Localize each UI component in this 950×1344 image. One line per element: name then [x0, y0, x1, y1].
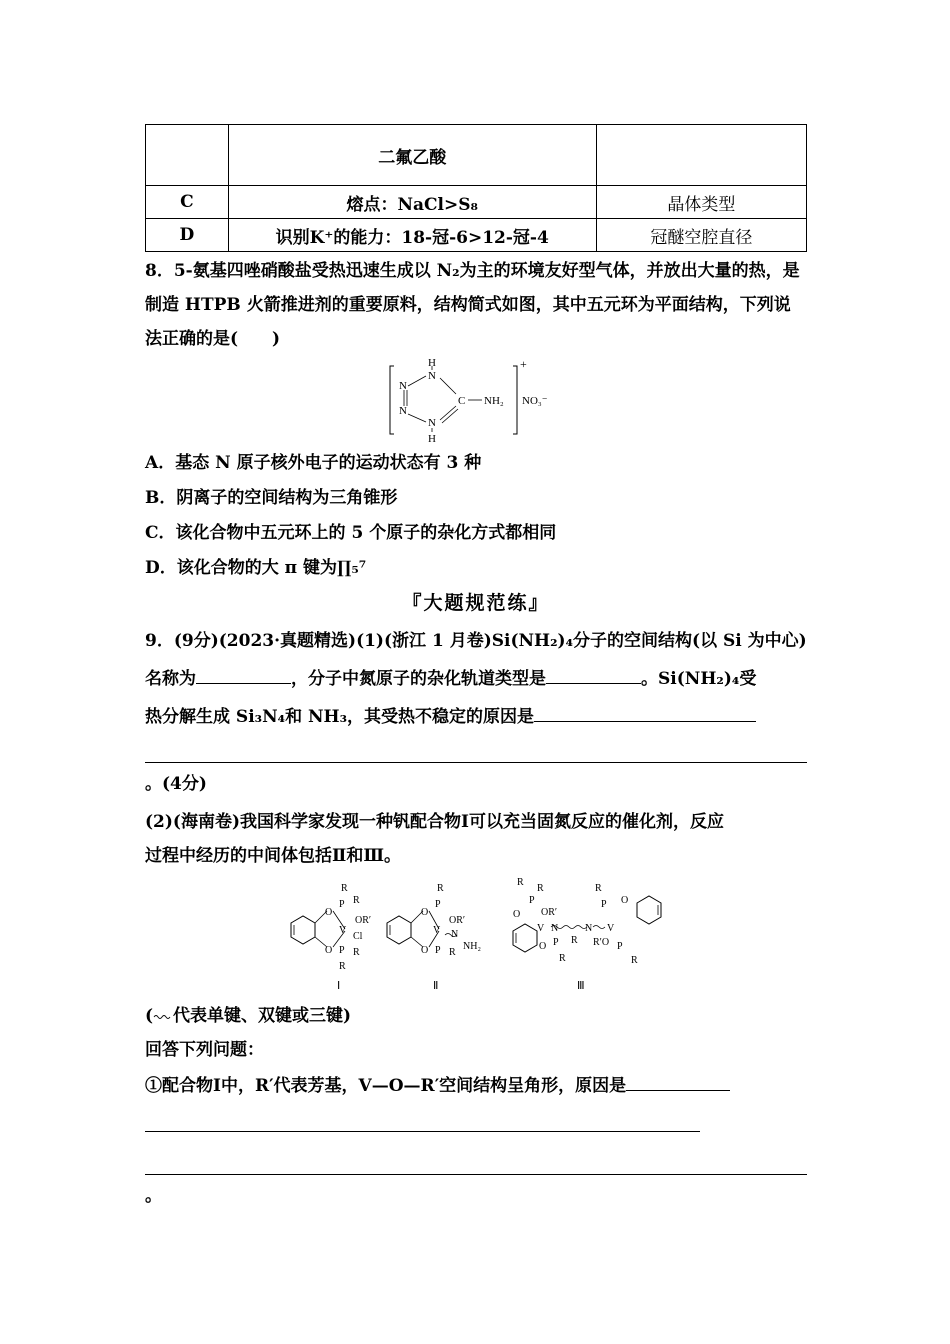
atom-o: O [513, 909, 521, 920]
page-content [145, 124, 807, 1213]
q9-text: 代表单键、双键或三键) [173, 1006, 352, 1026]
table-cell-label: C [146, 186, 229, 219]
atom-n: N [451, 929, 459, 940]
complex-i [291, 883, 371, 992]
question-9-part2: (2)(海南卷)我国科学家发现一种钒配合物Ⅰ可以充当固氮反应的催化剂，反应 [145, 812, 724, 832]
atom-p: P [601, 899, 607, 910]
atom-r: R [341, 883, 348, 894]
atom-r: R [517, 877, 524, 888]
atom-p: P [553, 937, 559, 948]
question-9-line4: 。(4分) [145, 774, 207, 794]
table-cell-reason: 晶体类型 [596, 186, 806, 219]
atom-n: N [428, 370, 436, 382]
atom-n: N [428, 417, 436, 429]
atom-p: P [617, 941, 623, 952]
prompt: 回答下列问题： [145, 1040, 264, 1060]
table-cell-reason [596, 125, 806, 186]
atom-n: N [551, 923, 559, 934]
complex-ii [387, 883, 481, 992]
comparison-table [145, 124, 807, 252]
atom-n: N [399, 380, 407, 392]
atom-nh2: NH₂ [484, 395, 504, 407]
charge-plus: + [520, 357, 527, 371]
question-9-line2 [145, 660, 807, 698]
tetrazole-structure-svg [386, 356, 566, 442]
table-cell-content: 识别K⁺的能力：18-冠-6>12-冠-4 [228, 219, 596, 252]
section-title: 『大题规范练』 [402, 592, 550, 614]
atom-r: R [537, 883, 544, 894]
atom-ro: R′O [593, 937, 610, 948]
question-9-line3 [145, 698, 807, 736]
atom-o: O [421, 907, 429, 918]
atom-v: V [607, 923, 615, 934]
atom-r: R [353, 895, 360, 906]
answer-blank[interactable] [546, 661, 641, 684]
complex-iii [513, 877, 661, 992]
atom-p: P [435, 945, 441, 956]
vanadium-complexes-svg [281, 873, 671, 1001]
question-9-line1: 9．(9分)(2023·真题精选)(1)(浙江 1 月卷)Si(NH₂)₄分子的空间结构(以 Si 为中心) [145, 631, 807, 651]
atom-v: V [339, 925, 347, 936]
question-8-stem: 8．5-氨基四唑硝酸盐受热迅速生成以 N₂为主的环境友好型气体，并放出大量的热，是制造 HTPB 火箭推进剂的重要原料，结构简式如图，其中五元环为平面结构，下列说法正确的是( ) [145, 261, 800, 349]
answer-blank[interactable] [626, 1068, 730, 1091]
atom-r: R [339, 961, 346, 972]
q9-text: ①配合物Ⅰ中，R′代表芳基，V—O—R′空间结构呈角形，原因是 [145, 1076, 627, 1096]
label-iii: Ⅲ [577, 980, 585, 992]
table-cell-reason: 冠醚空腔直径 [596, 219, 806, 252]
atom-o: O [325, 945, 333, 956]
answer-line[interactable] [145, 1109, 700, 1132]
question-9-part2-line2: 过程中经历的中间体包括Ⅱ和Ⅲ。 [145, 846, 402, 866]
atom-nh2: NH₂ [463, 941, 481, 952]
atom-p: P [529, 895, 535, 906]
atom-o: O [421, 945, 429, 956]
atom-r: R [449, 947, 456, 958]
label-ii: Ⅱ [433, 980, 439, 992]
atom-or: OR′ [541, 907, 558, 918]
atom-r: R [631, 955, 638, 966]
atom-or: OR′ [355, 915, 372, 926]
answer-blank[interactable] [196, 661, 291, 684]
tetrazole-structure [145, 356, 807, 442]
q9-text: 名称为 [145, 669, 196, 689]
option-c: C．该化合物中五元环上的 5 个原子的杂化方式都相同 [145, 523, 557, 543]
question-circle1 [145, 1067, 807, 1105]
table-cell-label [146, 125, 229, 186]
atom-cl: Cl [353, 931, 363, 942]
atom-r: R [595, 883, 602, 894]
atom-p: P [339, 899, 345, 910]
atom-o: O [539, 941, 547, 952]
table-cell-content: 二氟乙酸 [228, 125, 596, 186]
label-i: Ⅰ [337, 980, 341, 992]
atom-c: C [458, 395, 466, 407]
atom-v: V [433, 925, 441, 936]
bond-note [145, 999, 807, 1033]
atom-v: V [537, 923, 545, 934]
atom-p: P [339, 945, 345, 956]
table-cell-label: D [146, 219, 229, 252]
atom-p: P [435, 899, 441, 910]
atom-h-bottom: H [428, 433, 436, 442]
question-end: 。 [145, 1186, 162, 1206]
atom-o: O [621, 895, 629, 906]
option-b: B．阴离子的空间结构为三角锥形 [145, 488, 398, 508]
option-a: A．基态 N 原子核外电子的运动状态有 3 种 [145, 453, 482, 473]
option-d: D．该化合物的大 π 键为∏₅⁷ [145, 558, 367, 578]
atom-n: N [585, 923, 593, 934]
table-row [146, 125, 807, 186]
atom-o: O [325, 907, 333, 918]
atom-r: R [571, 935, 578, 946]
table-row [146, 186, 807, 219]
vanadium-complexes-figure [145, 873, 807, 1001]
atom-or: OR′ [449, 915, 466, 926]
answer-blank[interactable] [534, 699, 756, 722]
q9-text: ( [145, 1006, 154, 1026]
atom-r: R [353, 947, 360, 958]
q9-text: 热分解生成 Si₃N₄和 NH₃，其受热不稳定的原因是 [145, 707, 535, 727]
answer-line[interactable] [145, 1152, 807, 1175]
answer-line[interactable] [145, 740, 807, 763]
nitrate-anion: NO₃⁻ [522, 395, 548, 407]
atom-r: R [559, 953, 566, 964]
wavy-bond-icon [153, 1011, 173, 1021]
atom-h-top: H [428, 357, 436, 369]
table-row [146, 219, 807, 252]
q9-text: ，分子中氮原子的杂化轨道类型是 [291, 669, 546, 689]
table-cell-content: 熔点：NaCl>S₈ [228, 186, 596, 219]
atom-r: R [437, 883, 444, 894]
q9-text: 。Si(NH₂)₄受 [641, 669, 757, 689]
atom-n: N [399, 405, 407, 417]
